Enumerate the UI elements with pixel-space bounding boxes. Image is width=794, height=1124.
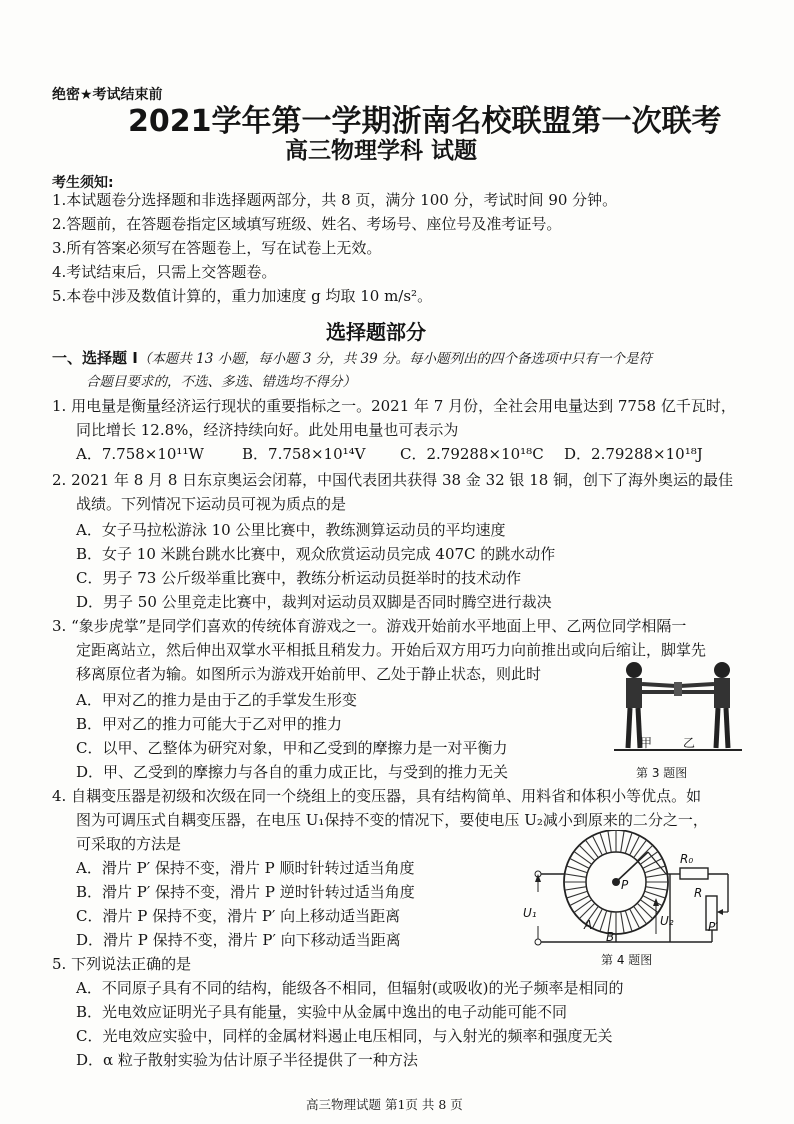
q2-option-a: A．女子马拉松游泳 10 公里比赛中，教练测算运动员的平均速度 [76,521,506,539]
coil-winding [621,831,624,853]
q3-option-b: B．甲对乙的推力可能大于乙对甲的推力 [76,715,343,733]
q2-option-d: D．男子 50 公里竞走比赛中，裁判对运动员双脚是否同时腾空进行裁决 [76,593,552,611]
page-footer: 高三物理试题 第1页 共 8 页 [306,1097,463,1112]
q4-label-r0: R₀ [680,852,694,866]
notice-item: 5.本卷中涉及数值计算的，重力加速度 g 均取 10 m/s²。 [52,287,433,305]
q5-option-b: B．光电效应证明光子具有能量，实验中从金属中逸出的电子动能可能不同 [76,1003,568,1021]
q5-option-c: C．光电效应实验中，同样的金属材料遏止电压相同，与入射光的频率和强度无关 [76,1027,613,1045]
notice-heading: 考生须知: [52,175,114,191]
secret-label: 绝密★考试结束前 [52,87,163,103]
q4-caption: 第 4 题图 [601,953,653,967]
coil-winding [565,887,587,890]
q4-stem-cont2: 可采取的方法是 [76,835,182,853]
q3-option-d: D．甲、乙受到的摩擦力与各自的重力成正比，与受到的推力无关 [76,763,509,781]
coil-winding [565,874,587,877]
coil-winding [625,911,632,932]
q4-label-b: B [606,930,615,944]
part1-label: 一、选择题 I [52,349,138,367]
q3-figure [608,656,748,760]
coil-winding [579,903,595,919]
exam-title: 2021学年第一学期浙南名校联盟第一次联考 [128,104,722,139]
q3-fig-label-yi: 乙 [683,736,696,750]
exam-subtitle: 高三物理学科 试题 [285,138,478,164]
q4-label-a: A [584,918,593,932]
part1-desc-cont: 合题目要求的，不选、多选、错选均不得分） [86,374,356,390]
coil-winding [645,891,666,898]
q5-option-a: A．不同原子具有不同的结构，能级各不相同，但辐射(或吸收)的光子频率是相同的 [76,979,624,997]
coil-winding [646,887,668,890]
coil-winding [600,911,607,932]
q1-stem-cont: 同比增长 12.8%，经济持续向好。此处用电量也可表示为 [76,421,459,439]
q3-stem-cont: 定距离站立，然后伸出双掌水平相抵且稍发力。开始后双方用巧力向前推出或向后缩让，脚掌先 [76,641,707,659]
notice-item: 2.答题前，在答题卷指定区域填写班级、姓名、考场号、座位号及准考证号。 [52,215,562,233]
q3-stem-cont2: 移离原位者为输。如图所示为游戏开始前甲、乙处于静止状态，则此时 [76,665,542,683]
q2-stem: 2. 2021 年 8 月 8 日东京奥运会闭幕，中国代表团共获得 38 金 32 银 18 铜，创下了海外奥运的最佳 [52,471,734,489]
q4-option-c: C．滑片 P 保持不变，滑片 P′ 向上移动适当距离 [76,907,401,925]
section-title: 选择题部分 [326,320,426,344]
q4-label-r: R [694,886,703,900]
q1-option-a: A．7.758×10¹¹W [76,445,204,463]
q4-stem-cont: 图为可调压式自耦变压器，在电压 U₁保持不变的情况下，要使电压 U₂减小到原来的二分之一， [76,811,708,829]
notice-item: 3.所有答案必须写在答题卷上，写在试卷上无效。 [52,239,382,257]
q4-option-d: D．滑片 P 保持不变，滑片 P′ 向下移动适当距离 [76,931,401,949]
coil-winding [608,831,611,853]
notice-item: 1.本试题卷分选择题和非选择题两部分，共 8 页，满分 100 分，考试时间 90 分钟。 [52,191,618,209]
q4-option-b: B．滑片 P′ 保持不变，滑片 P 逆时针转过适当角度 [76,883,415,901]
q3-option-c: C．以甲、乙整体为研究对象，甲和乙受到的摩擦力是一对平衡力 [76,739,508,757]
notice-item: 4.考试结束后，只需上交答题卷。 [52,263,277,281]
q4-option-a: A．滑片 P′ 保持不变，滑片 P 顺时针转过适当角度 [76,859,415,877]
q4-label-p: P [621,878,629,892]
coil-winding [621,912,624,934]
q3-fig-label-jia: 甲 [640,736,653,750]
q4-label-u1: U₁ [523,906,537,920]
q4-label-u2: U₂ [660,914,674,928]
q1-option-b: B．7.758×10¹⁴V [242,445,366,463]
q3-stem: 3. “象步虎掌”是同学们喜欢的传统体育游戏之一。游戏开始前水平地面上甲、乙两位同学相隔一 [52,617,687,635]
q4-label-pprime: P′ [708,920,718,934]
q3-caption: 第 3 题图 [636,766,688,780]
q1-option-c: C．2.79288×10¹⁸C [400,445,544,463]
coil-winding [579,845,595,861]
part1-desc: （本题共 13 小题，每小题 3 分，共 39 分。每小题列出的四个备选项中只有一个是符 [137,351,653,367]
q1-option-d: D．2.79288×10¹⁸J [564,445,703,463]
q5-stem: 5. 下列说法正确的是 [52,955,192,973]
coil-winding [625,833,632,854]
coil-winding [646,874,668,877]
part1-header [52,346,652,371]
q4-stem: 4. 自耦变压器是初级和次级在同一个绕组上的变压器，具有结构简单、用料省和体积小等优点。如 [52,787,702,805]
q2-stem-cont: 战绩。下列情况下运动员可视为质点的是 [76,495,347,513]
q2-option-b: B．女子 10 米跳台跳水比赛中，观众欣赏运动员完成 407C 的跳水动作 [76,545,556,563]
q1-stem: 1. 用电量是衡量经济运行现状的重要指标之一。2021 年 7 月份，全社会用电量达到 7758 亿千瓦时， [52,397,736,415]
coil-winding [637,845,653,861]
coil-winding [637,903,653,919]
coil-winding [600,833,607,854]
q3-option-a: A．甲对乙的推力是由于乙的手掌发生形变 [76,691,357,709]
q2-option-c: C．男子 73 公斤级举重比赛中，教练分析运动员挺举时的技术动作 [76,569,522,587]
coil-winding [567,891,588,898]
coil-winding [567,866,588,873]
q5-option-d: D．α 粒子散射实验为估计原子半径提供了一种方法 [76,1051,418,1069]
